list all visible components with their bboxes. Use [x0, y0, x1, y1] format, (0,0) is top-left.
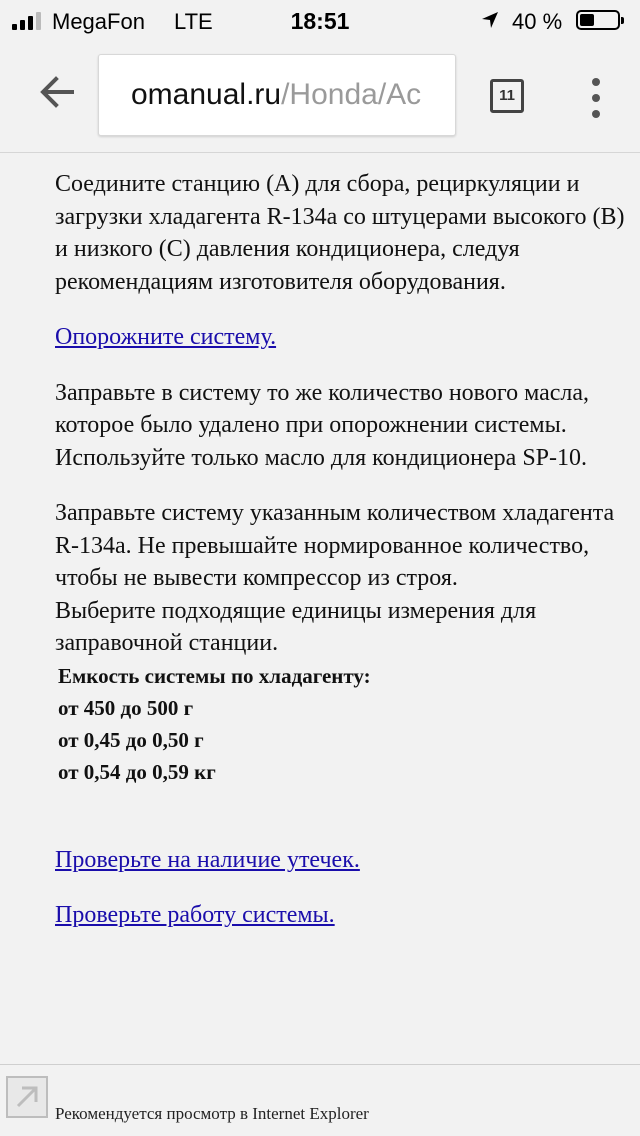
- overflow-menu-icon[interactable]: [586, 78, 606, 118]
- paragraph-connect-station: Соедините станцию (А) для сбора, рециркуляции и загрузки хладагента R-134a со штуцерами высокого (В) и низкого (С) давления кондиционера, следуя рекомендациям изготовителя оборудования.: [55, 171, 625, 295]
- spec-value-g-decimal: от 0,45 до 0,50 г: [58, 727, 204, 752]
- url-path: /Honda/Ac: [281, 78, 422, 111]
- spec-title: Емкость системы по хладагенту:: [58, 663, 371, 688]
- url-host: omanual.ru: [131, 78, 282, 111]
- spec-value-grams: от 450 до 500 г: [58, 695, 194, 720]
- location-arrow-icon: [480, 10, 500, 30]
- tab-switcher-button[interactable]: 11: [490, 79, 524, 113]
- paragraph-charge-refrigerant: Заправьте систему указанным количеством хладагента R-134a. Не превышайте нормированное количество, чтобы не вывести компрессор из строя.: [55, 500, 615, 591]
- footer-browser-recommendation: Рекомендуется просмотр в Internet Explorer: [55, 1104, 369, 1123]
- carrier-name: MegaFon: [52, 9, 145, 34]
- clock: 18:51: [290, 8, 350, 34]
- paragraph-select-units: Выберите подходящие единицы измерения для заправочной станции.: [55, 597, 537, 656]
- browser-toolbar: [0, 42, 640, 152]
- footer-divider: [0, 1064, 640, 1065]
- address-bar[interactable]: [98, 54, 456, 136]
- status-bar: [0, 0, 640, 42]
- spec-value-kg: от 0,54 до 0,59 кг: [58, 759, 216, 784]
- paragraph-add-oil: Заправьте в систему то же количество нового масла, которое было удалено при опорожнении системы. Используйте только масло для кондиционера SP-10.: [55, 379, 590, 471]
- toolbar-divider: [0, 152, 640, 153]
- battery-percent: 40 %: [512, 9, 563, 34]
- arrow-back-icon[interactable]: [36, 72, 76, 112]
- link-evacuate-system[interactable]: Опорожните систему.: [55, 324, 277, 350]
- battery-icon: [576, 10, 620, 30]
- page-content: [55, 168, 625, 932]
- link-check-system[interactable]: Проверьте работу системы.: [55, 902, 335, 928]
- broken-image-icon: [6, 1076, 48, 1118]
- link-check-leaks[interactable]: Проверьте на наличие утечек.: [55, 846, 360, 873]
- network-type: LTE: [174, 9, 213, 34]
